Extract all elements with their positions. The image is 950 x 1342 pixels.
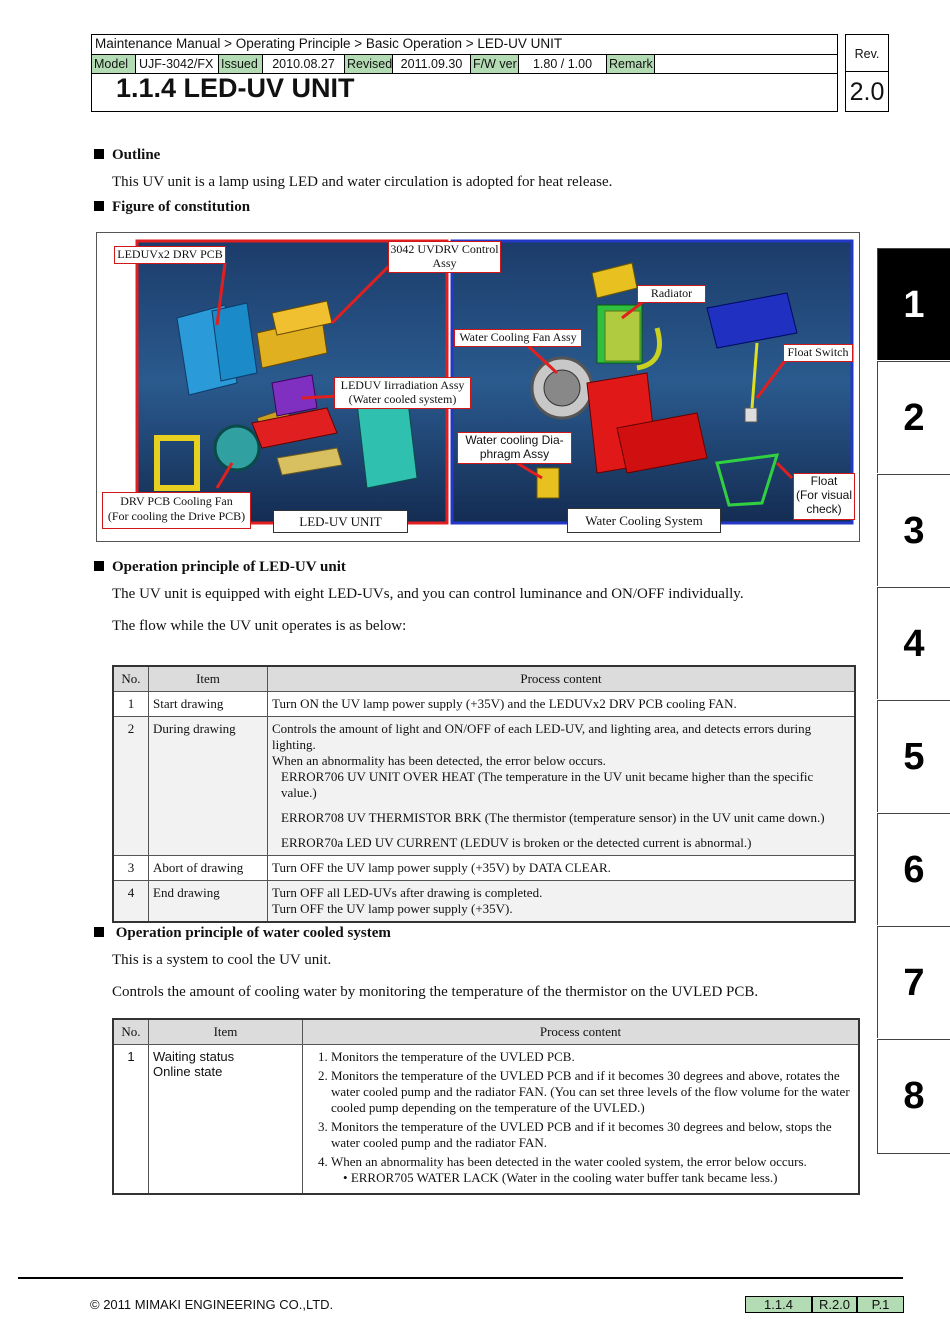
page-title: 1.1.4 LED-UV UNIT [116,73,355,103]
fw-label: F/W ver [471,55,519,73]
row-no: 4 [113,881,149,923]
chapter-tab-5[interactable]: 5 [877,700,950,812]
remark-value [655,55,837,73]
issued-value: 2010.08.27 [263,55,345,73]
rev-value: 2.0 [849,78,885,106]
row-item: End drawing [149,881,268,923]
step-item: 3. Monitors the temperature of the UVLED PCB and if it becomes 30 degrees and below, stops the water cooled pump and the radiator FAN. [331,1119,854,1151]
copyright: © 2011 MIMAKI ENGINEERING CO.,LTD. [90,1297,334,1312]
callout-float: Float (For visual check) [793,473,855,520]
row-content [303,1045,860,1195]
footer-divider [18,1277,903,1279]
outline-heading: Outline [94,147,160,164]
table-header-row [113,1019,859,1045]
chapter-tab-3[interactable]: 3 [877,474,950,586]
row-item: Start drawing [149,692,268,717]
remark-label: Remark [607,55,655,73]
leduv-process-table [112,665,856,923]
op-water-text2: Controls the amount of cooling water by monitoring the temperature of the thermistor on the UVLED PCB. [112,984,759,1000]
col-header-process: Process content [268,666,856,692]
callout-leduv-irradiation-assy: LEDUV Iirradiation Assy (Water cooled system) [334,377,471,409]
error-705-bullet: • ERROR705 WATER LACK (Water in the cooling water buffer tank became less.) [343,1170,778,1185]
model-value: UJF-3042/FX [136,55,219,73]
chapter-tab-8[interactable]: 8 [877,1039,950,1154]
footer-revision: R.2.0 [812,1296,857,1313]
row-content: Turn OFF the UV lamp power supply (+35V) by DATA CLEAR. [268,856,856,881]
table-header-row [113,666,855,692]
step-item: 1. Monitors the temperature of the UVLED PCB. [331,1049,854,1065]
chapter-tab-2[interactable]: 2 [877,361,950,473]
model-label: Model [92,55,136,73]
footer-section: 1.1.4 [745,1296,812,1313]
table-row [113,692,855,717]
row-no: 2 [113,717,149,856]
revision-box [845,34,889,112]
fw-value: 1.80 / 1.00 [519,55,607,73]
op-water-text1: This is a system to cool the UV unit. [112,952,332,968]
error-708: ERROR708 UV THERMISTOR BRK (The thermistor (temperature sensor) in the UV unit came down.) [281,810,825,825]
row-content: Turn ON the UV lamp power supply (+35V) and the LEDUVx2 DRV PCB cooling FAN. [268,692,856,717]
callout-water-cooling-fan-assy: Water Cooling Fan Assy [454,329,582,347]
op-leduv-text2: The flow while the UV unit operates is as below: [112,618,407,634]
error-70a: ERROR70a LED UV CURRENT (LEDUV is broken or the detected current is abnormal.) [281,835,752,850]
chapter-tab-1[interactable]: 1 [877,248,950,360]
col-header-item: Item [149,1019,303,1045]
table-row [113,881,855,923]
op-water-heading: Operation principle of water cooled system [94,925,391,942]
table-row [113,1045,859,1195]
footer-page: P.1 [857,1296,904,1313]
revised-value: 2011.09.30 [393,55,471,73]
col-header-process: Process content [303,1019,860,1045]
header-meta-row [92,54,837,74]
row-no: 1 [113,1045,149,1195]
row-item: During drawing [149,717,268,856]
col-header-no: No. [113,666,149,692]
step-item: 2. Monitors the temperature of the UVLED PCB and if it becomes 30 degrees and above, rotates the water cooled pump and the radiator FAN. (You can set three levels of the flow volume for the water cooled pump depending on the temperature of the UVLED.) [331,1068,854,1116]
table-row [113,856,855,881]
chapter-tab-4[interactable]: 4 [877,587,950,699]
constitution-figure [96,232,860,542]
col-header-no: No. [113,1019,149,1045]
figure-heading: Figure of constitution [94,199,250,216]
row-item: Abort of drawing [149,856,268,881]
outline-text: This UV unit is a lamp using LED and water circulation is adopted for heat release. [112,174,613,190]
issued-label: Issued [219,55,263,73]
row-item: Waiting status Online state [149,1045,303,1195]
row-no: 1 [113,692,149,717]
document-header [91,34,838,112]
chapter-tab-6[interactable]: 6 [877,813,950,925]
callout-drv-pcb-cooling-fan: DRV PCB Cooling Fan (For cooling the Drive PCB) [102,492,251,529]
label-water-cooling-system: Water Cooling System [567,508,721,533]
callout-water-cooling-diaphragm-assy: Water cooling Dia- phragm Assy [457,432,572,464]
rev-label: Rev. [854,47,880,61]
error-706: ERROR706 UV UNIT OVER HEAT (The temperature in the UV unit became higher than the specific value.) [281,769,814,800]
label-led-uv-unit: LED-UV UNIT [273,510,408,533]
callout-radiator: Radiator [637,285,706,303]
callout-uvdrv-control-assy: 3042 UVDRV Control Assy [388,241,501,273]
op-leduv-heading: Operation principle of LED-UV unit [94,559,346,576]
row-content: Turn OFF all LED-UVs after drawing is completed. Turn OFF the UV lamp power supply (+35V). [268,881,856,923]
callout-leduv-drv-pcb: LEDUVx2 DRV PCB [114,246,226,264]
step-item: 4. When an abnormality has been detected in the water cooled system, the error below occurs. • ERROR705 WATER LACK (Water in the cooling water buffer tank became less.) [331,1154,854,1186]
revised-label: Revised [347,57,393,71]
callout-float-switch: Float Switch [783,344,853,362]
row-content: Controls the amount of light and ON/OFF of each LED-UV, and lighting area, and detects errors during lighting. When an abnormality has been detected, the error below occurs. ERROR706 UV UNIT OVER HEAT (The temperature in the UV unit became higher than the specific value.) ERROR708 UV THERMISTOR BRK (The thermistor (temperature sensor) in the UV unit came down.) ERROR70a LED UV CURRENT (LEDUV is broken or the detected current is abnormal.) [268,717,856,856]
water-process-table [112,1018,860,1195]
chapter-tab-7[interactable]: 7 [877,926,950,1038]
col-header-item: Item [149,666,268,692]
op-leduv-text1: The UV unit is equipped with eight LED-UVs, and you can control luminance and ON/OFF individually. [112,586,744,602]
process-steps [307,1049,854,1186]
table-row [113,717,855,856]
row-no: 3 [113,856,149,881]
breadcrumb: Maintenance Manual > Operating Principle > Basic Operation > LED-UV UNIT [95,36,563,51]
